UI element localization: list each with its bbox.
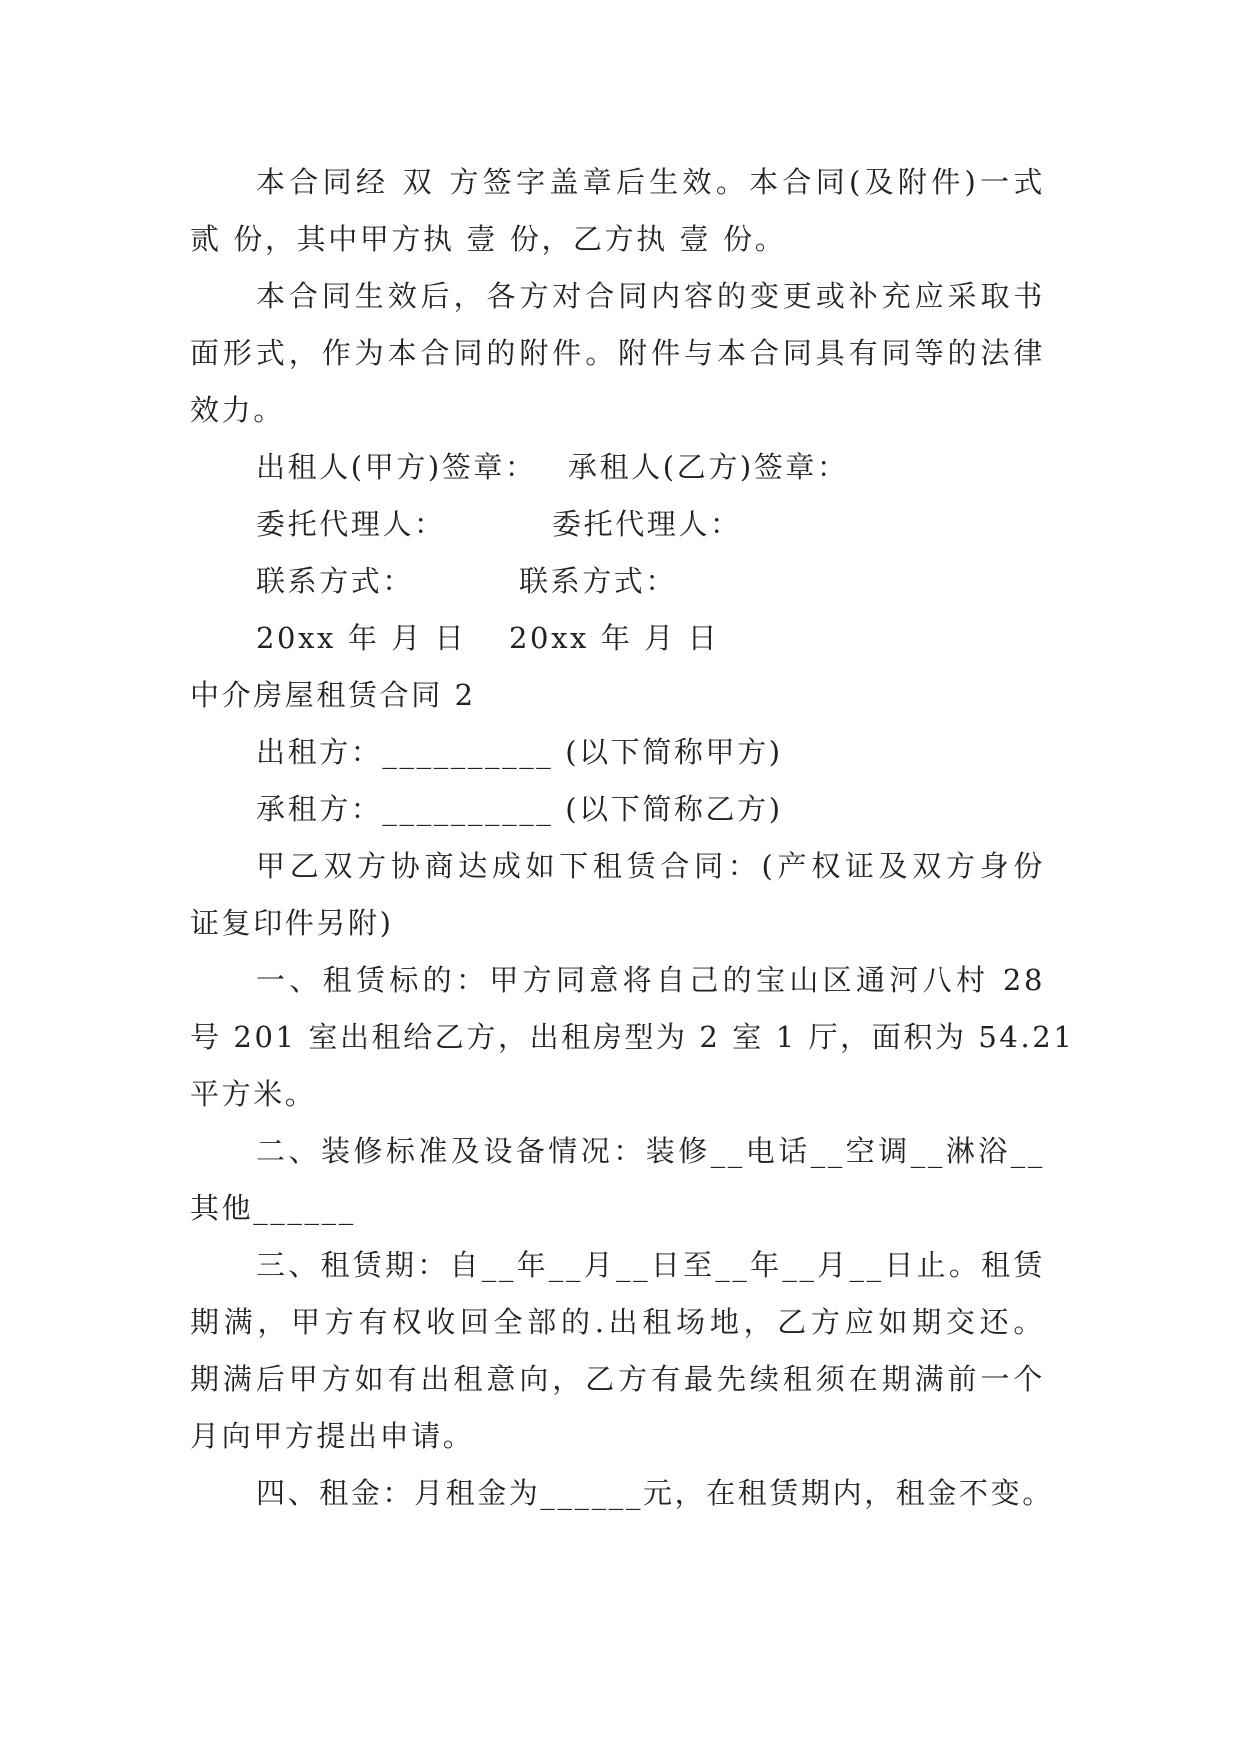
clause-one-line: 一、租赁标的：甲方同意将自己的宝山区通河八村 28 xyxy=(256,963,1045,997)
paragraph-line: 本合同生效后，各方对合同内容的变更或补充应采取书 xyxy=(256,279,1045,313)
clause-three-line: 月向甲方提出申请。 xyxy=(190,1419,475,1453)
paragraph-line: 贰 份，其中甲方执 壹 份，乙方执 壹 份。 xyxy=(190,222,787,256)
lessee-agent-label: 委托代理人： xyxy=(552,507,742,541)
lessor-date-line: 20xx 年 月 日 xyxy=(256,621,467,655)
lessee-contact-label: 联系方式： xyxy=(519,564,678,598)
clause-two-line: 二、装修标准及设备情况：装修__电话__空调__淋浴__ xyxy=(256,1134,1045,1168)
clause-two-line: 其他______ xyxy=(190,1191,356,1225)
lessee-signature-label: 承租人(乙方)签章： xyxy=(568,450,849,484)
clause-one-line: 平方米。 xyxy=(190,1077,317,1111)
lessor-signature-label: 出租人(甲方)签章： xyxy=(256,450,537,484)
paragraph-line: 本合同经 双 方签字盖章后生效。本合同(及附件)一式 xyxy=(256,165,1045,199)
lessor-agent-label: 委托代理人： xyxy=(256,507,446,541)
clause-three-line: 三、租赁期：自__年__月__日至__年__月__日止。租赁 xyxy=(256,1248,1045,1282)
paragraph-line: 效力。 xyxy=(190,393,285,427)
clause-three-line: 期满后甲方如有出租意向，乙方有最先续租须在期满前一个 xyxy=(190,1362,1045,1396)
section-title: 中介房屋租赁合同 2 xyxy=(190,678,476,712)
lessor-contact-label: 联系方式： xyxy=(256,564,415,598)
clause-one-line: 号 201 室出租给乙方，出租房型为 2 室 1 厅，面积为 54.21 xyxy=(190,1020,1075,1054)
paragraph-line: 面形式，作为本合同的附件。附件与本合同具有同等的法律 xyxy=(190,336,1045,370)
clause-four-line: 四、租金：月租金为______元，在租赁期内，租金不变。 xyxy=(256,1476,1054,1510)
paragraph-line: 证复印件另附) xyxy=(190,906,394,940)
lessor-field-line: 出租方：__________ (以下简称甲方) xyxy=(256,735,783,769)
lessee-date-line: 20xx 年 月 日 xyxy=(509,621,720,655)
lessee-field-line: 承租方：__________ (以下简称乙方) xyxy=(256,792,783,826)
paragraph-line: 甲乙双方协商达成如下租赁合同：(产权证及双方身份 xyxy=(256,849,1045,883)
clause-three-line: 期满，甲方有权收回全部的.出租场地，乙方应如期交还。 xyxy=(190,1305,1045,1339)
